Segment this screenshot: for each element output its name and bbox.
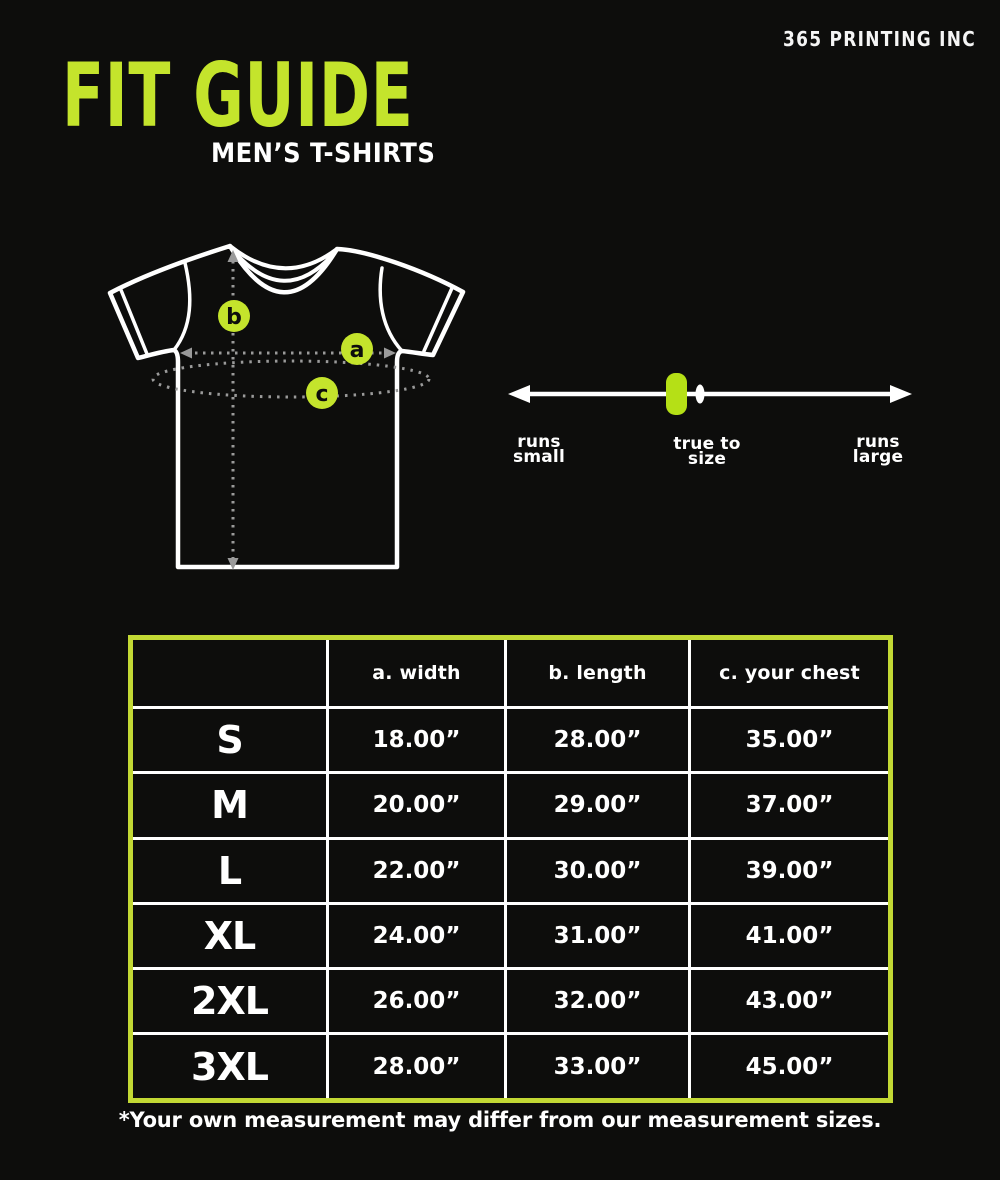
table-row [131, 903, 891, 968]
header-size [131, 638, 328, 708]
marker-a-label: a [349, 338, 365, 363]
table-row [131, 1034, 891, 1101]
fit-scale [505, 363, 915, 425]
width-arrow-left [180, 348, 192, 359]
length-value: 29.00” [506, 773, 690, 838]
size-label: 2XL [131, 969, 328, 1034]
scale-label-runs-large [823, 432, 933, 467]
length-value: 31.00” [506, 903, 690, 968]
length-value: 33.00” [506, 1034, 690, 1101]
chest-value: 45.00” [690, 1034, 891, 1101]
tshirt-diagram [90, 237, 470, 582]
table-row [131, 969, 891, 1034]
width-value: 18.00” [328, 708, 506, 773]
page-title: FIT GUIDE [62, 44, 414, 147]
marker-c-label: c [315, 382, 329, 407]
chest-value: 35.00” [690, 708, 891, 773]
table-row [131, 708, 891, 773]
runs-large-line2: large [852, 447, 904, 467]
chest-value: 39.00” [690, 838, 891, 903]
length-value: 28.00” [506, 708, 690, 773]
width-arrow-right [384, 348, 396, 359]
scale-center-dot [696, 385, 705, 404]
scale-arrow-right-icon [890, 385, 912, 403]
size-table [128, 635, 893, 1103]
table-row [131, 773, 891, 838]
size-label: M [131, 773, 328, 838]
length-value: 32.00” [506, 969, 690, 1034]
true-to-size-line1: true to [673, 434, 741, 454]
measure-c-marker [306, 377, 338, 409]
scale-arrow-left-icon [508, 385, 530, 403]
width-value: 22.00” [328, 838, 506, 903]
header-chest: c. your chest [690, 638, 891, 708]
page-subtitle: MEN’S T-SHIRTS [211, 138, 436, 169]
chest-measure-ellipse [153, 361, 429, 397]
measure-a-marker [341, 333, 373, 365]
size-label: 3XL [131, 1034, 328, 1101]
collar-mid-arc [231, 248, 336, 281]
runs-small-line1: runs [517, 432, 561, 452]
size-label: L [131, 838, 328, 903]
width-value: 28.00” [328, 1034, 506, 1101]
scale-indicator [666, 373, 687, 415]
chest-value: 43.00” [690, 969, 891, 1034]
length-value: 30.00” [506, 838, 690, 903]
width-value: 26.00” [328, 969, 506, 1034]
left-armhole-seam [174, 263, 190, 350]
table-row [131, 838, 891, 903]
header-length: b. length [506, 638, 690, 708]
size-label: XL [131, 903, 328, 968]
chest-value: 37.00” [690, 773, 891, 838]
width-value: 24.00” [328, 903, 506, 968]
tshirt-body-outline [110, 246, 463, 567]
chest-value: 41.00” [690, 903, 891, 968]
table-header-row [131, 638, 891, 708]
header-width: a. width [328, 638, 506, 708]
brand-text: 365 PRINTING INC [783, 27, 976, 51]
fit-scale-svg [505, 363, 915, 425]
right-armhole-seam [380, 268, 402, 351]
runs-large-line1: runs [856, 432, 900, 452]
true-to-size-line2: size [687, 449, 727, 469]
tshirt-outline-svg [90, 237, 470, 582]
scale-label-true-to-size [652, 434, 762, 469]
footnote: *Your own measurement may differ from our measurement sizes. [118, 1108, 882, 1132]
measure-b-marker [218, 300, 250, 332]
scale-label-runs-small [484, 432, 594, 467]
marker-b-label: b [226, 305, 242, 330]
size-label: S [131, 708, 328, 773]
runs-small-line2: small [513, 447, 565, 467]
width-value: 20.00” [328, 773, 506, 838]
